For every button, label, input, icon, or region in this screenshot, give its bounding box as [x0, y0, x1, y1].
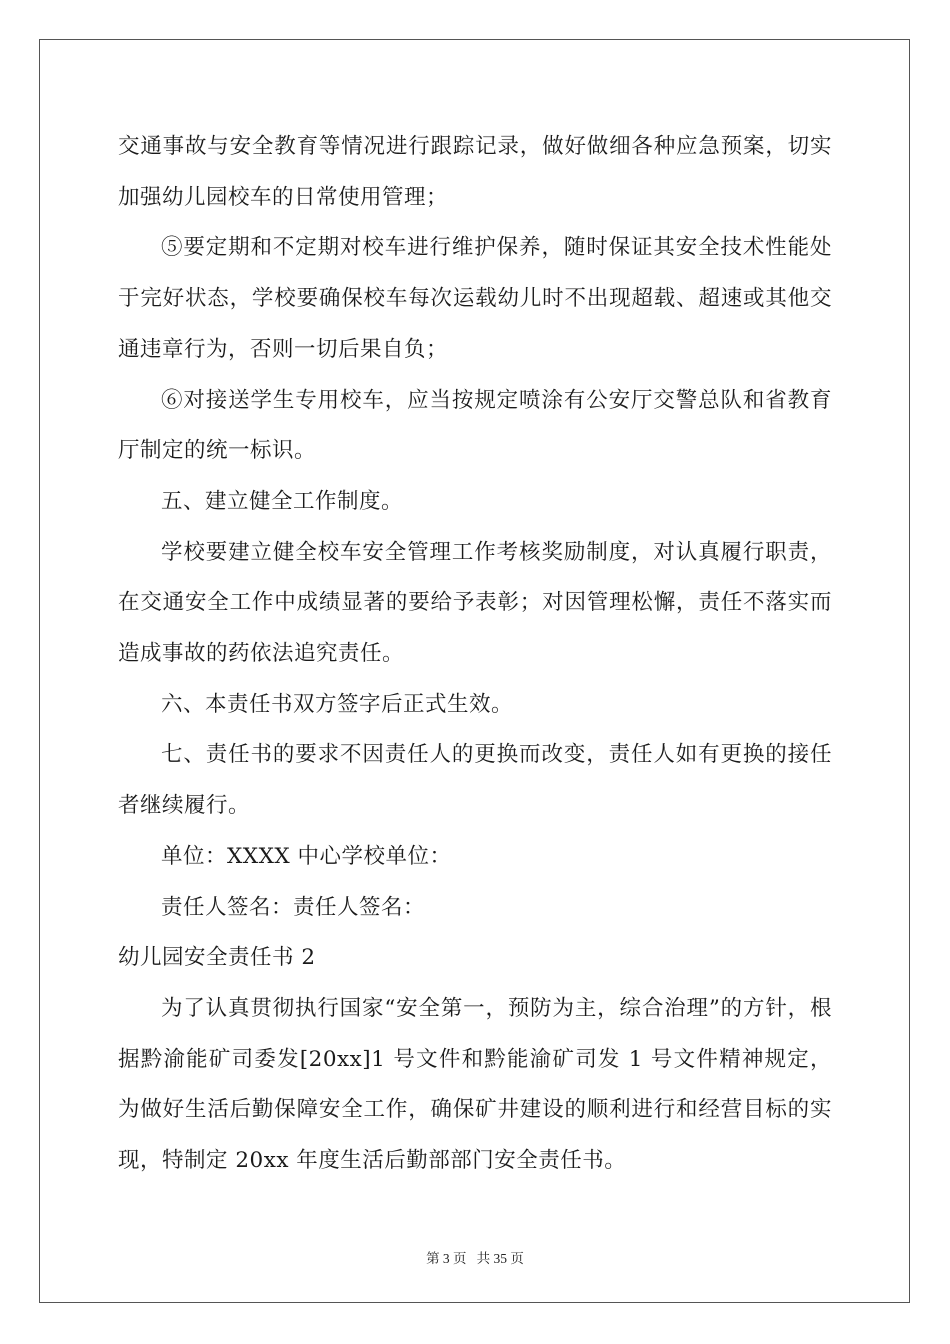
- paragraph-7: 七、责任书的要求不因责任人的更换而改变，责任人如有更换的接任者继续履行。: [118, 742, 832, 819]
- document-title: 幼儿园安全责任书 2: [118, 945, 316, 971]
- paragraph-2: ⑤要定期和不定期对校车进行维护保养，随时保证其安全技术性能处于完好状态，学校要确保校车每次运载幼儿时不出现超载、超速或其他交通违章行为，否则一切后果自负；: [118, 235, 832, 362]
- paragraph-11: 为了认真贯彻执行国家“安全第一，预防为主，综合治理”的方针，根据黔渝能矿司委发[20xx]1 号文件和黔能渝矿司发 1 号文件精神规定，为做好生活后勤保障安全工作，确保矿井建设的顺利进行和经营目标的实现，特制定 20xx 年度生活后勤部部门安全责任书。: [118, 995, 832, 1174]
- paragraph-3: ⑥对接送学生专用校车，应当按规定喷涂有公安厅交警总队和省教育厅制定的统一标识。: [118, 387, 832, 464]
- section-heading-5: 五、建立健全工作制度。: [161, 488, 404, 514]
- signature-line: 责任人签名：责任人签名：: [161, 894, 426, 920]
- paragraph-5: 学校要建立健全校车安全管理工作考核奖励制度，对认真履行职责，在交通安全工作中成绩显著的要给予表彰；对因管理松懈，责任不落实而造成事故的药依法追究责任。: [118, 539, 832, 667]
- page-number-footer: 第 3 页 共 35 页: [426, 1251, 524, 1266]
- section-heading-6: 六、本责任书双方签字后正式生效。: [161, 691, 514, 717]
- document-body: [118, 122, 832, 1187]
- paragraph-1: 交通事故与安全教育等情况进行跟踪记录，做好做细各种应急预案，切实加强幼儿园校车的日常使用管理；: [118, 134, 832, 210]
- unit-line: 单位：XXXX 中心学校单位：: [161, 843, 452, 869]
